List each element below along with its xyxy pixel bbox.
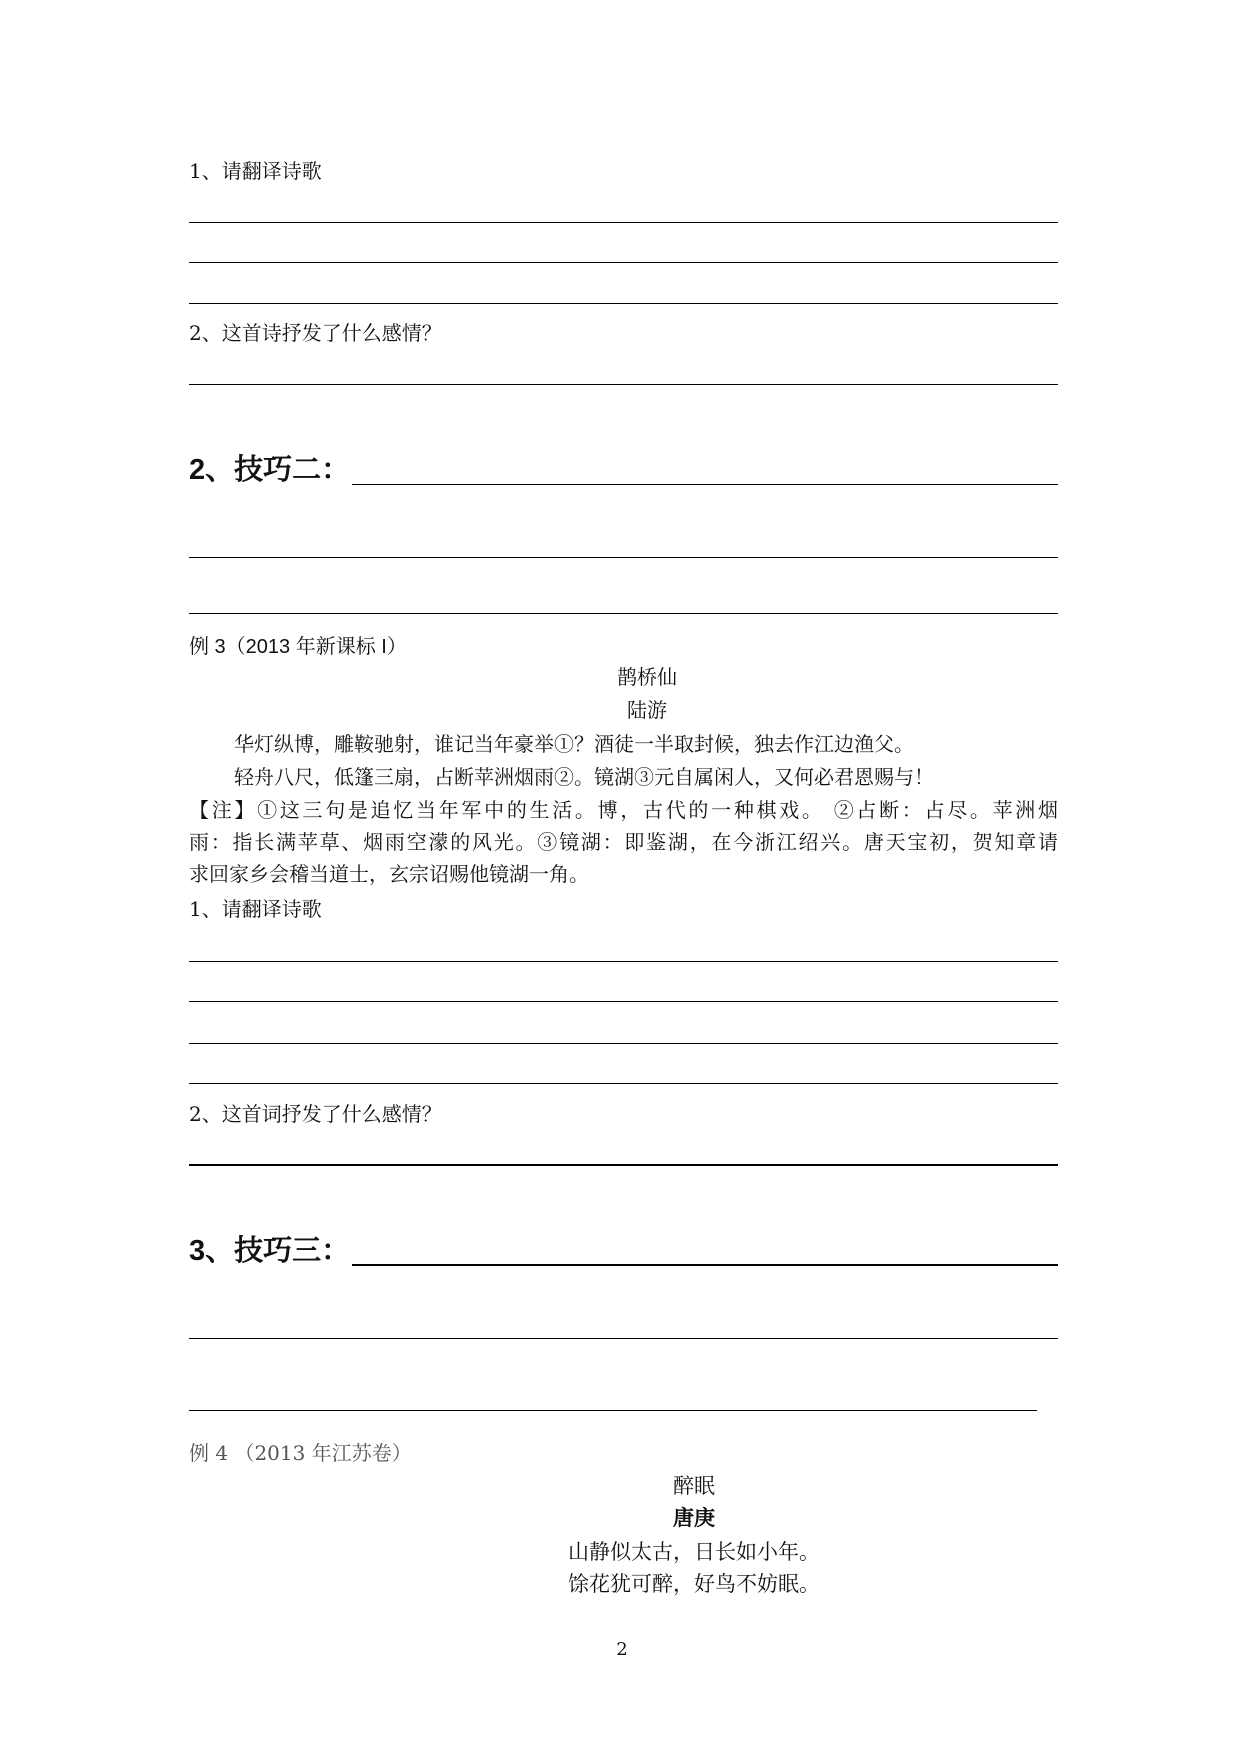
- question-translate-poem: 1、请翻译诗歌: [189, 159, 322, 183]
- answer-line: [189, 1043, 1058, 1044]
- answer-line: [189, 961, 1058, 962]
- answer-line: [189, 1410, 1037, 1411]
- question-poem-emotion: 2、这首诗抒发了什么感情？: [189, 321, 442, 345]
- poem-line: 华灯纵博，雕鞍驰射，谁记当年豪举①？酒徒一半取封候，独去作江边渔父。: [234, 732, 914, 756]
- page-number: 2: [616, 1639, 628, 1660]
- example-three-label: 例 3（2013 年新课标 I）: [189, 636, 407, 658]
- answer-line: [189, 557, 1058, 558]
- poem-note-line: 求回家乡会稽当道士，玄宗诏赐他镜湖一角。: [189, 862, 589, 886]
- answer-line: [189, 1083, 1058, 1084]
- poem-line: 轻舟八尺，低篷三扇，占断苹洲烟雨②。镜湖③元自属闲人，又何必君恩赐与！: [234, 765, 934, 789]
- example-four-label: 例 4 （2013 年江苏卷）: [189, 1441, 412, 1465]
- poem-author: 唐庚: [673, 1507, 715, 1530]
- poem-note-line: 雨：指长满苹草、烟雨空濛的风光。③镜湖：即鉴湖，在今浙江绍兴。唐天宝初，贺知章请: [189, 830, 1058, 854]
- poem-line: 馀花犹可醉，好鸟不妨眠。: [568, 1573, 820, 1596]
- poem-line: 山静似太古，日长如小年。: [568, 1541, 820, 1564]
- tip-three-fill-line: [352, 1264, 1058, 1266]
- tip-three-heading: 3、技巧三：: [189, 1235, 351, 1267]
- tip-two-heading: 2、技巧二：: [189, 454, 351, 486]
- answer-line: [189, 1001, 1058, 1002]
- poem-author: 陆游: [627, 700, 667, 722]
- question-ci-emotion: 2、这首词抒发了什么感情？: [189, 1102, 442, 1126]
- poem-title: 鹊桥仙: [617, 667, 677, 689]
- answer-line: [189, 1338, 1058, 1339]
- question-translate-poem: 1、请翻译诗歌: [189, 897, 322, 921]
- answer-line: [189, 1164, 1058, 1166]
- poem-title: 醉眠: [673, 1474, 715, 1498]
- poem-note-line: 【注】①这三句是追忆当年军中的生活。博，古代的一种棋戏。 ②占断：占尽。苹洲烟: [189, 798, 1058, 822]
- answer-line: [189, 613, 1058, 614]
- tip-two-fill-line: [352, 484, 1058, 485]
- answer-line: [189, 303, 1058, 304]
- answer-line: [189, 262, 1058, 263]
- answer-line: [189, 222, 1058, 223]
- answer-line: [189, 384, 1058, 385]
